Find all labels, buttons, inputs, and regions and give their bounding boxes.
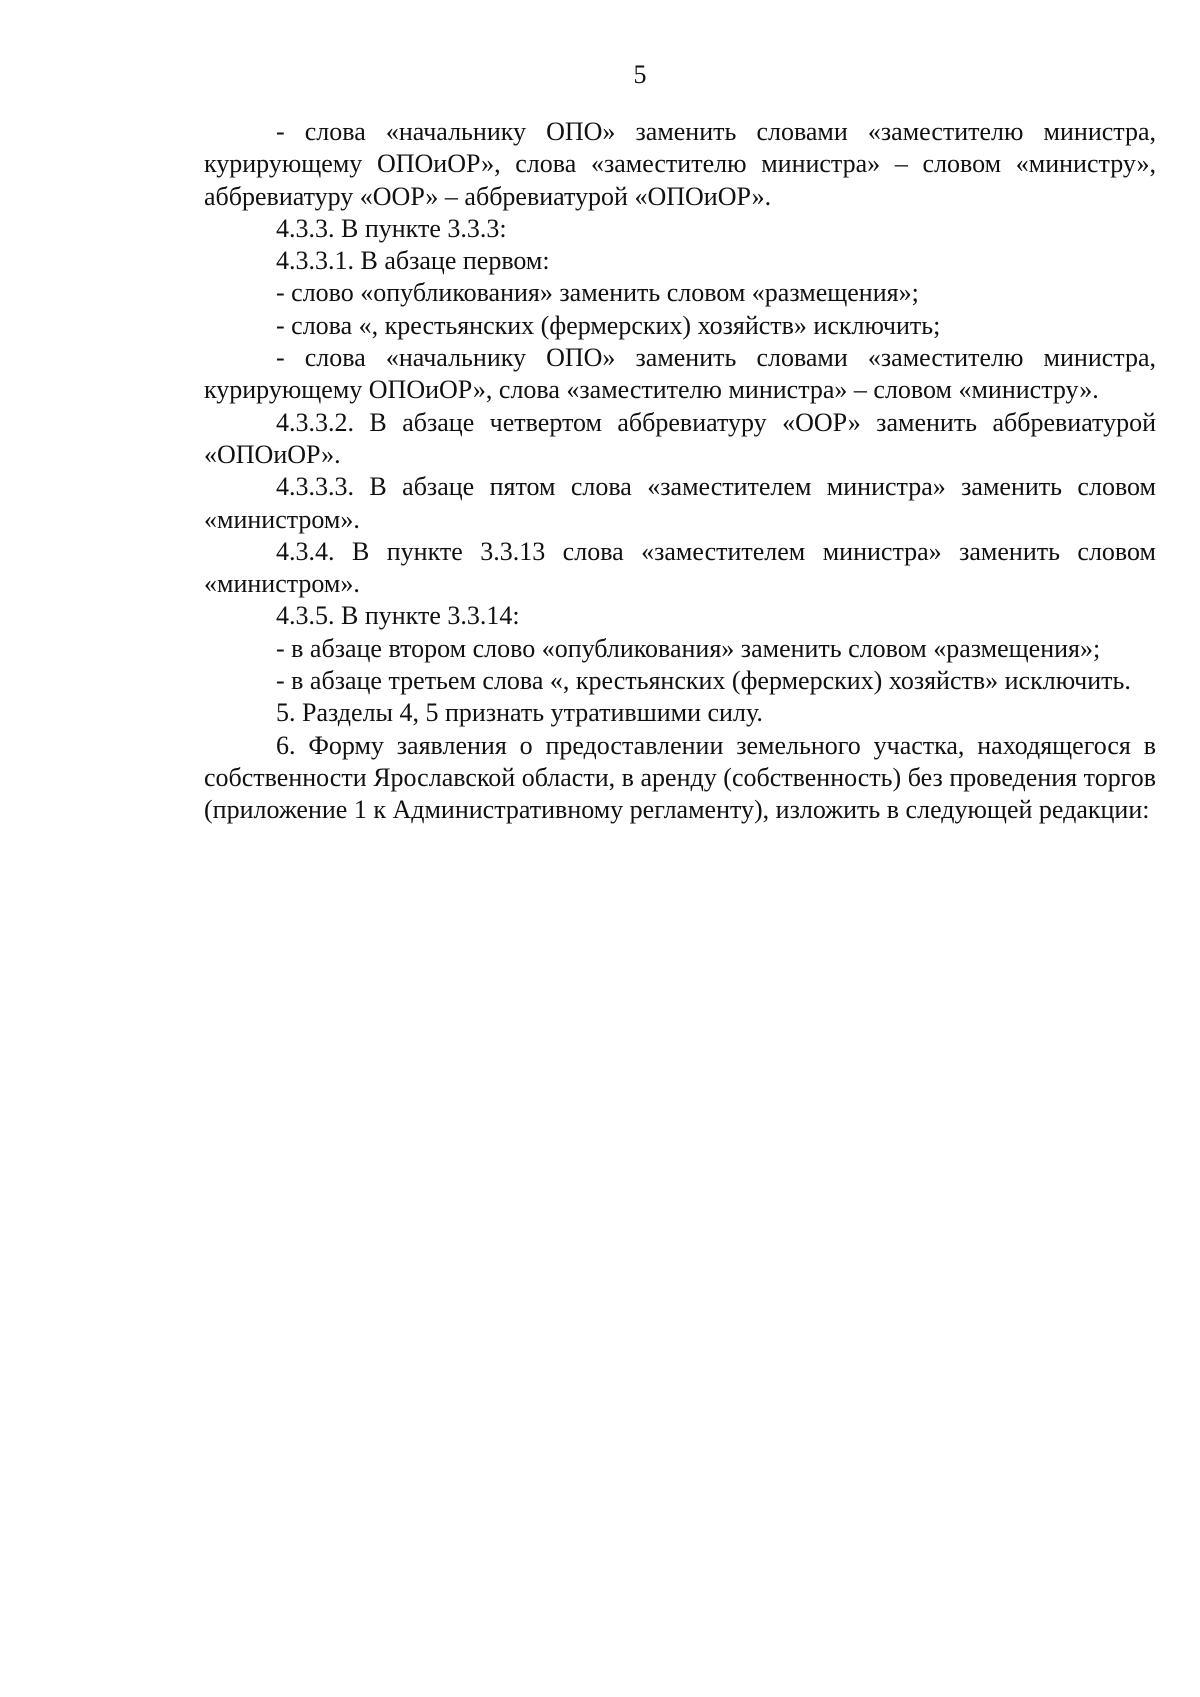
paragraph-second-abzac: - в абзаце втором слово «опубликования» заменить словом «размещения»; bbox=[276, 633, 1101, 663]
paragraph-6-application-form: 6. Форму заявления о предоставлении земельного участка, находящегося в собственности Ярославской области, в аренду (собственность) без проведения торгов (приложение 1 к Административному регламенту), изложить в следующей редакции: bbox=[204, 730, 1156, 825]
paragraph-4-3-3-3: 4.3.3.3. В абзаце пятом слова «заместителем министра» заменить словом «министром». bbox=[204, 472, 1156, 534]
paragraph-4-3-3-2: 4.3.3.2. В абзаце четвертом аббревиатуру «ООР» заменить аббревиатурой «ОПОиОР». bbox=[204, 407, 1156, 469]
paragraph-farm-exclusion: - слова «, крестьянских (фермерских) хозяйств» исключить; bbox=[276, 310, 941, 340]
paragraph-4-3-4: 4.3.4. В пункте 3.3.13 слова «заместителем министра» заменить словом «министром». bbox=[204, 536, 1156, 599]
paragraph-replace-opo-head-2: - слова «начальнику ОПО» заменить словами «заместителю министра, курирующему ОПОиОР», слова «заместителю министра» – словом «министру». bbox=[204, 343, 1156, 405]
paragraph-4-3-3: 4.3.3. В пункте 3.3.3: bbox=[276, 213, 507, 243]
paragraph-replace-opo-head: - слова «начальнику ОПО» заменить словами «заместителю министра, курирующему ОПОиОР», слова «заместителю министра» – словом «министру», аббревиатуру «ООР» – аббревиатурой «ОПОиОР». bbox=[204, 117, 1156, 211]
paragraph-5-sections-void: 5. Разделы 4, 5 признать утратившими силу. bbox=[276, 698, 763, 728]
document-body bbox=[204, 116, 1156, 827]
paragraph-publication-word: - слово «опубликования» заменить словом «размещения»; bbox=[276, 278, 919, 308]
page-number: 5 bbox=[633, 60, 647, 89]
paragraph-4-3-5: 4.3.5. В пункте 3.3.14: bbox=[276, 601, 520, 631]
paragraph-third-abzac: - в абзаце третьем слова «, крестьянских (фермерских) хозяйств» исключить. bbox=[276, 666, 1131, 696]
paragraph-4-3-3-1: 4.3.3.1. В абзаце первом: bbox=[276, 246, 550, 276]
